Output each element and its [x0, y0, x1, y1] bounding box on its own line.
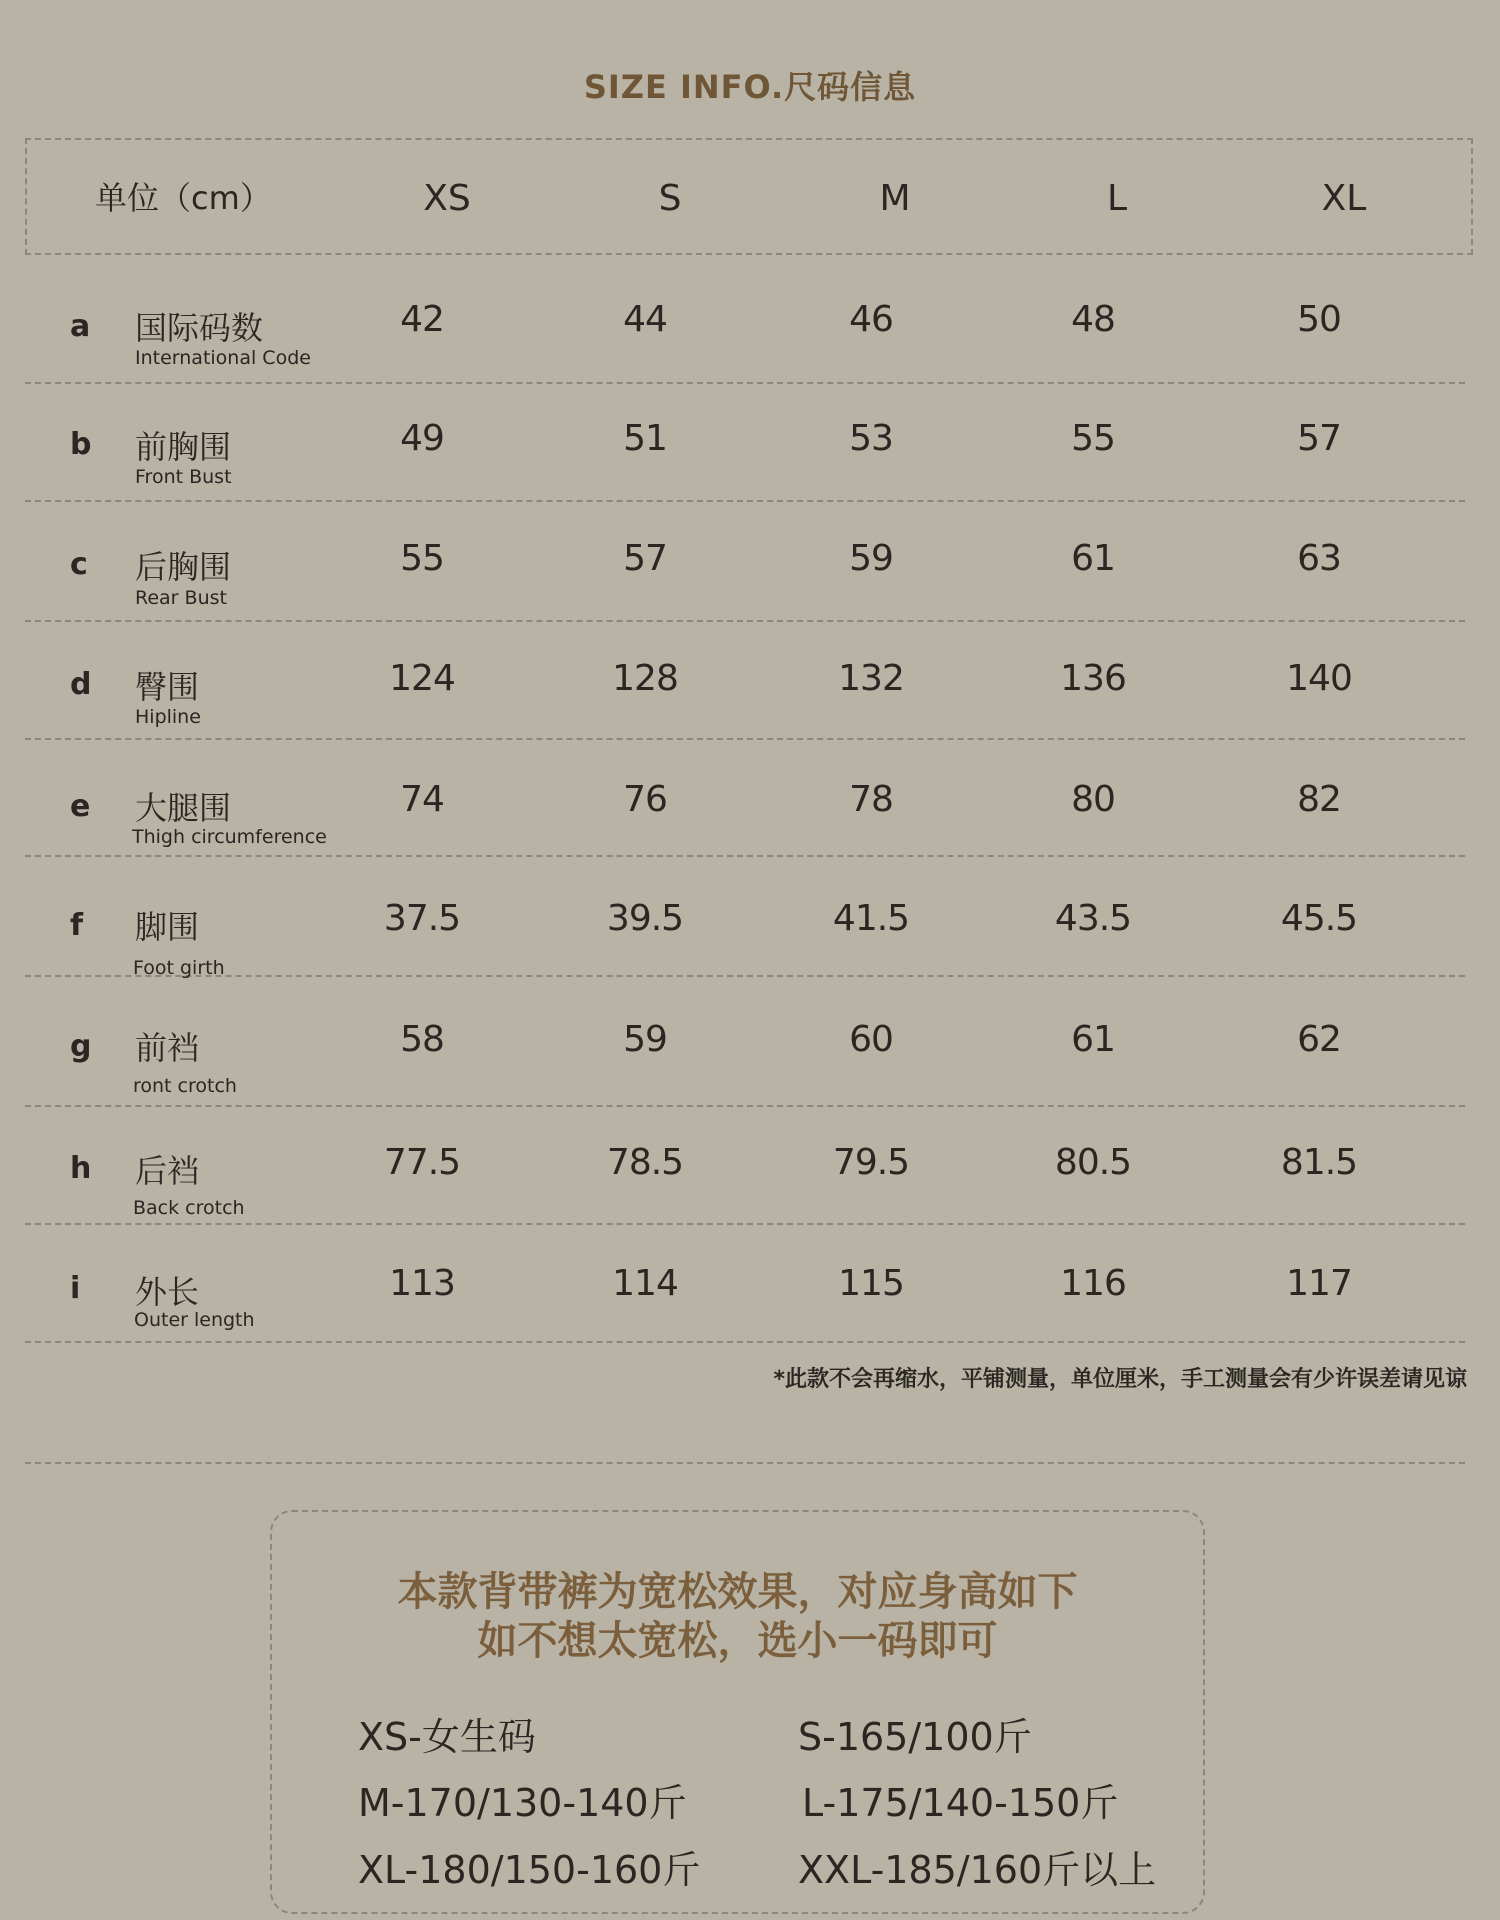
value-cell: 53	[849, 418, 893, 459]
value-cell: 114	[612, 1263, 678, 1304]
value-cell: 76	[623, 779, 667, 820]
value-cell: 80	[1071, 779, 1115, 820]
table-row	[25, 500, 1465, 622]
row-label-en: Front Bust	[135, 466, 232, 488]
value-cell: 80.5	[1054, 1142, 1132, 1183]
value-cell: 41.5	[832, 898, 910, 939]
row-label-zh: 脚围	[135, 908, 200, 946]
value-cell: 136	[1060, 658, 1126, 699]
value-cell: 140	[1286, 658, 1352, 699]
size-header-xl: XL	[1321, 178, 1367, 219]
value-cell: 48	[1071, 299, 1115, 340]
page-title: SIZE INFO.尺码信息	[583, 68, 917, 106]
row-label-en: Back crotch	[133, 1197, 245, 1219]
value-cell: 45.5	[1280, 898, 1358, 939]
size-recommendation-item: L-175/140-150斤	[802, 1781, 1119, 1825]
table-row	[25, 1223, 1465, 1343]
value-cell: 74	[400, 779, 444, 820]
value-cell: 58	[400, 1019, 444, 1060]
value-cell: 55	[400, 538, 444, 579]
row-label-en: International Code	[135, 347, 311, 369]
table-row	[25, 738, 1465, 857]
row-label-en: Rear Bust	[135, 587, 227, 609]
value-cell: 82	[1297, 779, 1341, 820]
size-header-xs: XS	[423, 178, 471, 219]
value-cell: 128	[612, 658, 678, 699]
value-cell: 39.5	[606, 898, 684, 939]
row-letter: a	[70, 309, 91, 344]
table-row	[25, 1105, 1465, 1225]
row-label-zh: 臀围	[135, 668, 200, 706]
table-row	[25, 382, 1465, 502]
value-cell: 60	[849, 1019, 893, 1060]
value-cell: 62	[1297, 1019, 1341, 1060]
row-label-en: Thigh circumference	[132, 826, 327, 848]
value-cell: 63	[1297, 538, 1341, 579]
fit-recommendation-box	[270, 1510, 1205, 1914]
value-cell: 124	[389, 658, 455, 699]
value-cell: 77.5	[383, 1142, 461, 1183]
recommendation-heading-line2: 如不想太宽松，选小一码即可	[477, 1618, 998, 1664]
row-letter: b	[70, 427, 92, 462]
value-cell: 79.5	[832, 1142, 910, 1183]
recommendation-heading-line1: 本款背带裤为宽松效果，对应身高如下	[397, 1569, 1078, 1615]
table-row	[25, 620, 1465, 740]
row-label-en: Hipline	[135, 706, 201, 728]
value-cell: 57	[623, 538, 667, 579]
unit-label: 单位（cm）	[95, 179, 272, 217]
row-label-zh: 大腿围	[135, 789, 232, 827]
row-label-zh: 外长	[135, 1273, 200, 1311]
value-cell: 59	[623, 1019, 667, 1060]
size-recommendation-item: S-165/100斤	[798, 1715, 1032, 1759]
row-letter: f	[70, 908, 84, 943]
row-letter: h	[70, 1151, 92, 1186]
size-recommendation-item: XXL-185/160斤以上	[798, 1848, 1157, 1892]
size-header-l: L	[1106, 178, 1128, 219]
table-row	[25, 975, 1465, 1107]
value-cell: 42	[400, 299, 444, 340]
value-cell: 55	[1071, 418, 1115, 459]
row-label-zh: 后裆	[135, 1152, 200, 1190]
row-letter: e	[70, 789, 91, 824]
row-label-zh: 后胸围	[135, 548, 232, 586]
divider	[25, 1462, 1465, 1464]
value-cell: 51	[623, 418, 667, 459]
size-header-m: M	[879, 178, 911, 219]
value-cell: 59	[849, 538, 893, 579]
row-label-en: ront crotch	[133, 1075, 237, 1097]
table-row	[25, 855, 1465, 977]
row-label-en: Outer length	[134, 1309, 255, 1331]
value-cell: 117	[1286, 1263, 1352, 1304]
value-cell: 116	[1060, 1263, 1126, 1304]
size-header-s: S	[658, 178, 682, 219]
value-cell: 132	[838, 658, 904, 699]
value-cell: 115	[838, 1263, 904, 1304]
row-label-zh: 前裆	[135, 1029, 200, 1067]
value-cell: 43.5	[1054, 898, 1132, 939]
measurement-note: *此款不会再缩水，平铺测量，单位厘米，手工测量会有少许误差请见谅	[773, 1367, 1467, 1392]
size-recommendation-item: M-170/130-140斤	[358, 1781, 687, 1825]
value-cell: 113	[389, 1263, 455, 1304]
table-row	[25, 255, 1465, 384]
row-label-zh: 国际码数	[135, 309, 264, 347]
value-cell: 49	[400, 418, 444, 459]
value-cell: 61	[1071, 1019, 1115, 1060]
table-header	[25, 138, 1473, 255]
value-cell: 61	[1071, 538, 1115, 579]
row-letter: g	[70, 1029, 92, 1064]
value-cell: 81.5	[1280, 1142, 1358, 1183]
value-cell: 37.5	[383, 898, 461, 939]
value-cell: 44	[623, 299, 667, 340]
value-cell: 46	[849, 299, 893, 340]
row-letter: d	[70, 667, 92, 702]
value-cell: 78	[849, 779, 893, 820]
size-recommendation-item: XL-180/150-160斤	[358, 1848, 701, 1892]
row-label-zh: 前胸围	[135, 428, 232, 466]
value-cell: 78.5	[606, 1142, 684, 1183]
row-letter: c	[70, 547, 88, 582]
value-cell: 50	[1297, 299, 1341, 340]
size-recommendation-item: XS-女生码	[358, 1715, 536, 1759]
value-cell: 57	[1297, 418, 1341, 459]
row-label-en: Foot girth	[133, 957, 225, 979]
row-letter: i	[70, 1271, 81, 1306]
